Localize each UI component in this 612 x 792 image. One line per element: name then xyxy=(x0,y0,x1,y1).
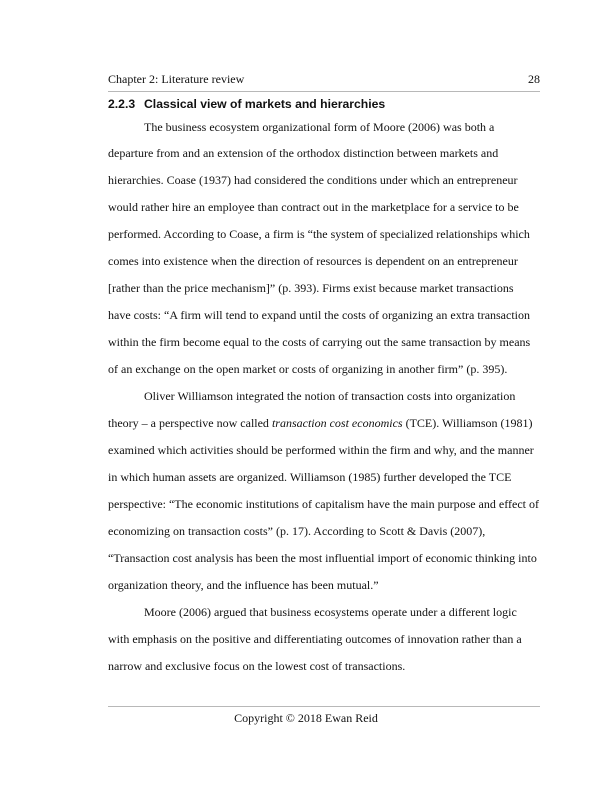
section-heading xyxy=(108,97,385,111)
text-line: economizing on transaction costs” (p. 17). According to Scott & Davis (2007), xyxy=(108,524,486,538)
text-line: of an exchange on the open market or costs of organizing in another firm” (p. 395). xyxy=(108,362,508,376)
text-line: Moore (2006) argued that business ecosystems operate under a different logic xyxy=(144,605,517,619)
text-line: would rather hire an employee than contract out in the marketplace for a service to be xyxy=(108,200,519,214)
text-line: “Transaction cost analysis has been the most influential import of economic thinking into xyxy=(108,551,537,565)
text-span: theory – a perspective now called xyxy=(108,416,272,430)
section-title: Classical view of markets and hierarchies xyxy=(144,97,386,111)
text-line: performed. According to Coase, a firm is “the system of specialized relationships which xyxy=(108,227,530,241)
text-line: examined which activities should be performed within the firm and why, and the manner xyxy=(108,443,534,457)
text-line: perspective: “The economic institutions of capitalism have the main purpose and effect of xyxy=(108,497,539,511)
text-line: departure from and an extension of the orthodox distinction between markets and xyxy=(108,146,499,160)
text-line: hierarchies. Coase (1937) had considered the conditions under which an entrepreneur xyxy=(108,173,518,187)
chapter-title: Chapter 2: Literature review xyxy=(108,72,245,86)
text-line: narrow and exclusive focus on the lowest cost of transactions. xyxy=(108,659,406,673)
text-line: with emphasis on the positive and differentiating outcomes of innovation rather than a xyxy=(108,632,522,646)
running-header xyxy=(108,72,540,88)
header-divider xyxy=(108,91,540,92)
page-number: 28 xyxy=(528,72,540,86)
section-number: 2.2.3 xyxy=(108,97,136,111)
text-line: comes into existence when the direction of resources is dependent on an entrepreneur xyxy=(108,254,518,268)
text-line xyxy=(108,416,533,431)
copyright-footer: Copyright © 2018 Ewan Reid xyxy=(234,711,378,725)
text-line: in which human assets are organized. Williamson (1985) further developed the TCE xyxy=(108,470,512,484)
footer-divider xyxy=(108,706,540,707)
text-line: Oliver Williamson integrated the notion of transaction costs into organization xyxy=(144,389,516,403)
text-line: [rather than the price mechanism]” (p. 393). Firms exist because market transactions xyxy=(108,281,514,295)
text-line: organization theory, and the influence has been mutual.” xyxy=(108,578,379,592)
text-line: within the firm become equal to the costs of carrying out the same transaction by means xyxy=(108,335,531,349)
emphasis-term: transaction cost economics xyxy=(271,416,403,430)
text-line: The business ecosystem organizational form of Moore (2006) was both a xyxy=(144,120,495,134)
text-line: have costs: “A firm will tend to expand until the costs of organizing an extra transaction xyxy=(108,308,531,322)
text-span: (TCE). Williamson (1981) xyxy=(402,416,533,430)
